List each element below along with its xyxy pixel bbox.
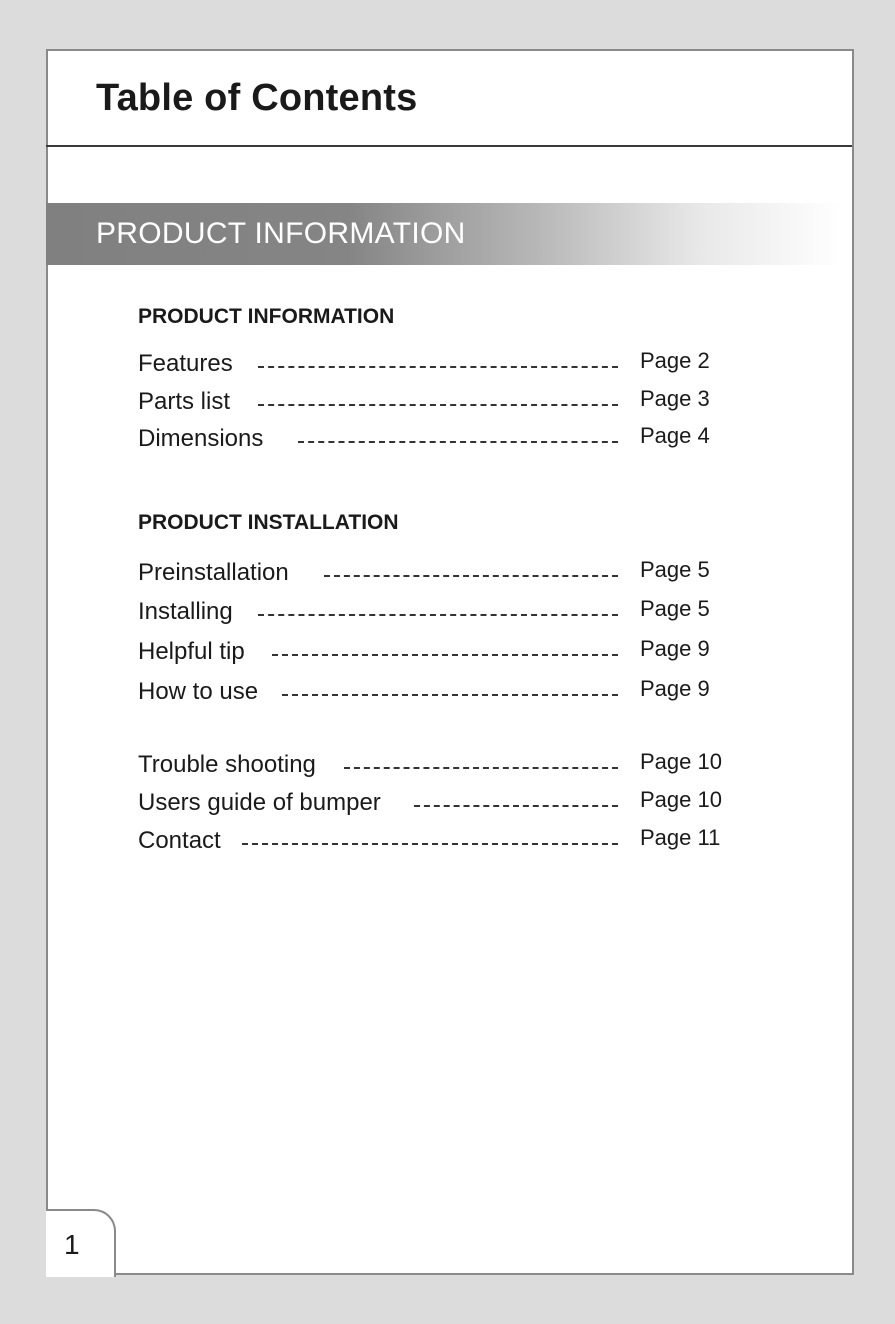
toc-entry-page: Page 9 xyxy=(640,636,710,661)
toc-entry-how-to-use[interactable] xyxy=(138,678,738,710)
toc-entry-page: Page 5 xyxy=(640,557,710,582)
toc-entry-label: Trouble shooting xyxy=(138,751,330,779)
toc-entry-label: Dimensions xyxy=(138,425,277,453)
leader-dots xyxy=(324,575,618,577)
leader-dots xyxy=(282,694,618,696)
leader-dots xyxy=(242,843,618,845)
toc-entry-features[interactable] xyxy=(138,350,738,382)
title-divider xyxy=(46,145,852,147)
toc-entry-contact[interactable] xyxy=(138,827,738,859)
toc-entry-page: Page 10 xyxy=(640,749,722,774)
toc-entry-label: How to use xyxy=(138,678,272,706)
leader-dots xyxy=(258,614,618,616)
group-heading-product-information: PRODUCT INFORMATION xyxy=(138,305,395,328)
section-banner xyxy=(46,203,842,265)
document-page xyxy=(46,49,854,1275)
group-heading-product-installation: PRODUCT INSTALLATION xyxy=(138,511,399,534)
leader-dots xyxy=(414,805,618,807)
leader-dots xyxy=(344,767,618,769)
toc-entry-label: Helpful tip xyxy=(138,638,259,666)
toc-entry-page: Page 3 xyxy=(640,386,710,411)
leader-dots xyxy=(272,654,618,656)
toc-entry-label: Parts list xyxy=(138,388,244,416)
toc-entry-installing[interactable] xyxy=(138,598,738,630)
toc-entry-preinstallation[interactable] xyxy=(138,559,738,591)
toc-entry-page: Page 2 xyxy=(640,348,710,373)
page-number-tab xyxy=(46,1209,116,1277)
leader-dots xyxy=(298,441,618,443)
toc-entry-label: Contact xyxy=(138,827,235,855)
toc-entry-label: Installing xyxy=(138,598,247,626)
leader-dots xyxy=(258,404,618,406)
page-title: Table of Contents xyxy=(96,77,418,119)
toc-entry-helpful-tip[interactable] xyxy=(138,638,738,670)
toc-entry-label: Users guide of bumper xyxy=(138,789,395,817)
page-number: 1 xyxy=(64,1229,80,1260)
toc-entry-label: Features xyxy=(138,350,247,378)
toc-entry-page: Page 9 xyxy=(640,676,710,701)
toc-entry-users-guide-of-bumper[interactable] xyxy=(138,789,738,821)
toc-entry-dimensions[interactable] xyxy=(138,425,738,457)
section-banner-label: PRODUCT INFORMATION xyxy=(96,217,466,250)
toc-entry-page: Page 11 xyxy=(640,825,721,850)
toc-entry-page: Page 4 xyxy=(640,423,710,448)
toc-entry-label: Preinstallation xyxy=(138,559,303,587)
toc-entry-trouble-shooting[interactable] xyxy=(138,751,738,783)
leader-dots xyxy=(258,366,618,368)
toc-entry-page: Page 5 xyxy=(640,596,710,621)
toc-entry-page: Page 10 xyxy=(640,787,722,812)
toc-entry-parts-list[interactable] xyxy=(138,388,738,420)
